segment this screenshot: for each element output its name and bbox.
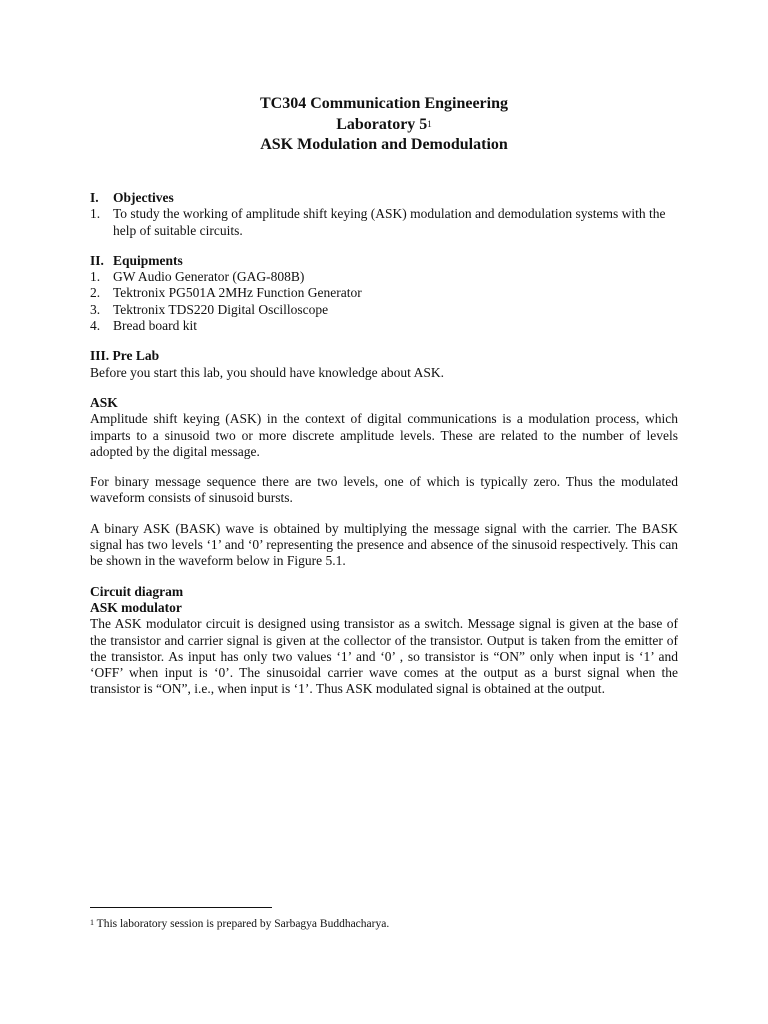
footnote-ref: 1 <box>427 118 432 129</box>
prelab-heading: III. Pre Lab <box>90 348 160 364</box>
equipment-item <box>90 302 678 318</box>
objectives-heading <box>90 190 678 206</box>
footnote-mark: 1 <box>90 918 94 927</box>
item-number: 4. <box>90 318 101 334</box>
lab-title: ASK Modulation and Demodulation <box>260 136 508 153</box>
document-title <box>0 94 768 156</box>
item-number: 1. <box>90 206 101 222</box>
ask-paragraph-3: A binary ASK (BASK) wave is obtained by multiplying the message signal with the carrier. The BASK signal has two levels ‘1’ and ‘0’ representing the presence and absence of the sinusoid respectively. This can be shown in the waveform below in Figure 5.1. <box>90 520 678 569</box>
ask-paragraph-2: For binary message sequence there are two levels, one of which is typically zero. Thus the modulated waveform consists of sinusoid bursts. <box>90 474 678 506</box>
objectives-heading-text: Objectives <box>113 190 174 205</box>
equipments-heading-text: Equipments <box>113 252 183 268</box>
item-text: Bread board kit <box>113 318 197 334</box>
item-text: GW Audio Generator (GAG-808B) <box>113 269 305 285</box>
item-text: Tektronix TDS220 Digital Oscilloscope <box>113 301 329 317</box>
footnote-divider <box>90 907 272 908</box>
prelab-text: Before you start this lab, you should have knowledge about ASK. <box>90 364 444 380</box>
ask-modulator-paragraph: The ASK modulator circuit is designed using transistor as a switch. Message signal is given at the base of the transistor and carrier signal is given at the collector of the transistor. Output is taken from the emitter of the transistor. As input has only two values ‘1’ and ‘0’ , so transistor is “ON” only when input is ‘1’ and ‘OFF’ when input is ‘0’. The sinusoidal carrier wave comes at the output as a burst signal when the transistor is “ON”, i.e., when input is ‘1’. Thus ASK modulated signal is obtained at the output. <box>90 616 678 697</box>
ask-heading: ASK <box>90 394 118 410</box>
ask-paragraph-1: Amplitude shift keying (ASK) in the context of digital communications is a modulation process, which imparts to a sinusoid two or more discrete amplitude levels. These are related to the number of levels adopted by the digital message. <box>90 411 678 459</box>
circuit-heading: Circuit diagram <box>90 583 184 599</box>
document-body <box>90 190 678 698</box>
equipment-item <box>90 269 678 285</box>
equipment-item <box>90 285 678 301</box>
lab-number-text: Laboratory 5 <box>336 115 428 133</box>
ask-modulator-heading: ASK modulator <box>90 599 182 615</box>
item-number: 3. <box>90 301 101 317</box>
footnote-text: This laboratory session is prepared by Sarbagya Buddhacharya. <box>94 918 390 930</box>
lab-number <box>0 115 768 136</box>
footnote <box>90 917 389 931</box>
item-number: 2. <box>90 285 101 301</box>
equipment-item <box>90 318 678 334</box>
course-title: TC304 Communication Engineering <box>259 95 508 112</box>
objective-item <box>90 206 678 239</box>
objectives-numeral: I. <box>90 190 99 205</box>
equipments-numeral: II. <box>90 252 104 268</box>
item-number: 1. <box>90 269 101 285</box>
equipments-heading <box>90 253 678 269</box>
item-text: To study the working of amplitude shift keying (ASK) modulation and demodulation systems with the help of suitable circuits. <box>113 206 666 238</box>
item-text: Tektronix PG501A 2MHz Function Generator <box>113 285 362 301</box>
